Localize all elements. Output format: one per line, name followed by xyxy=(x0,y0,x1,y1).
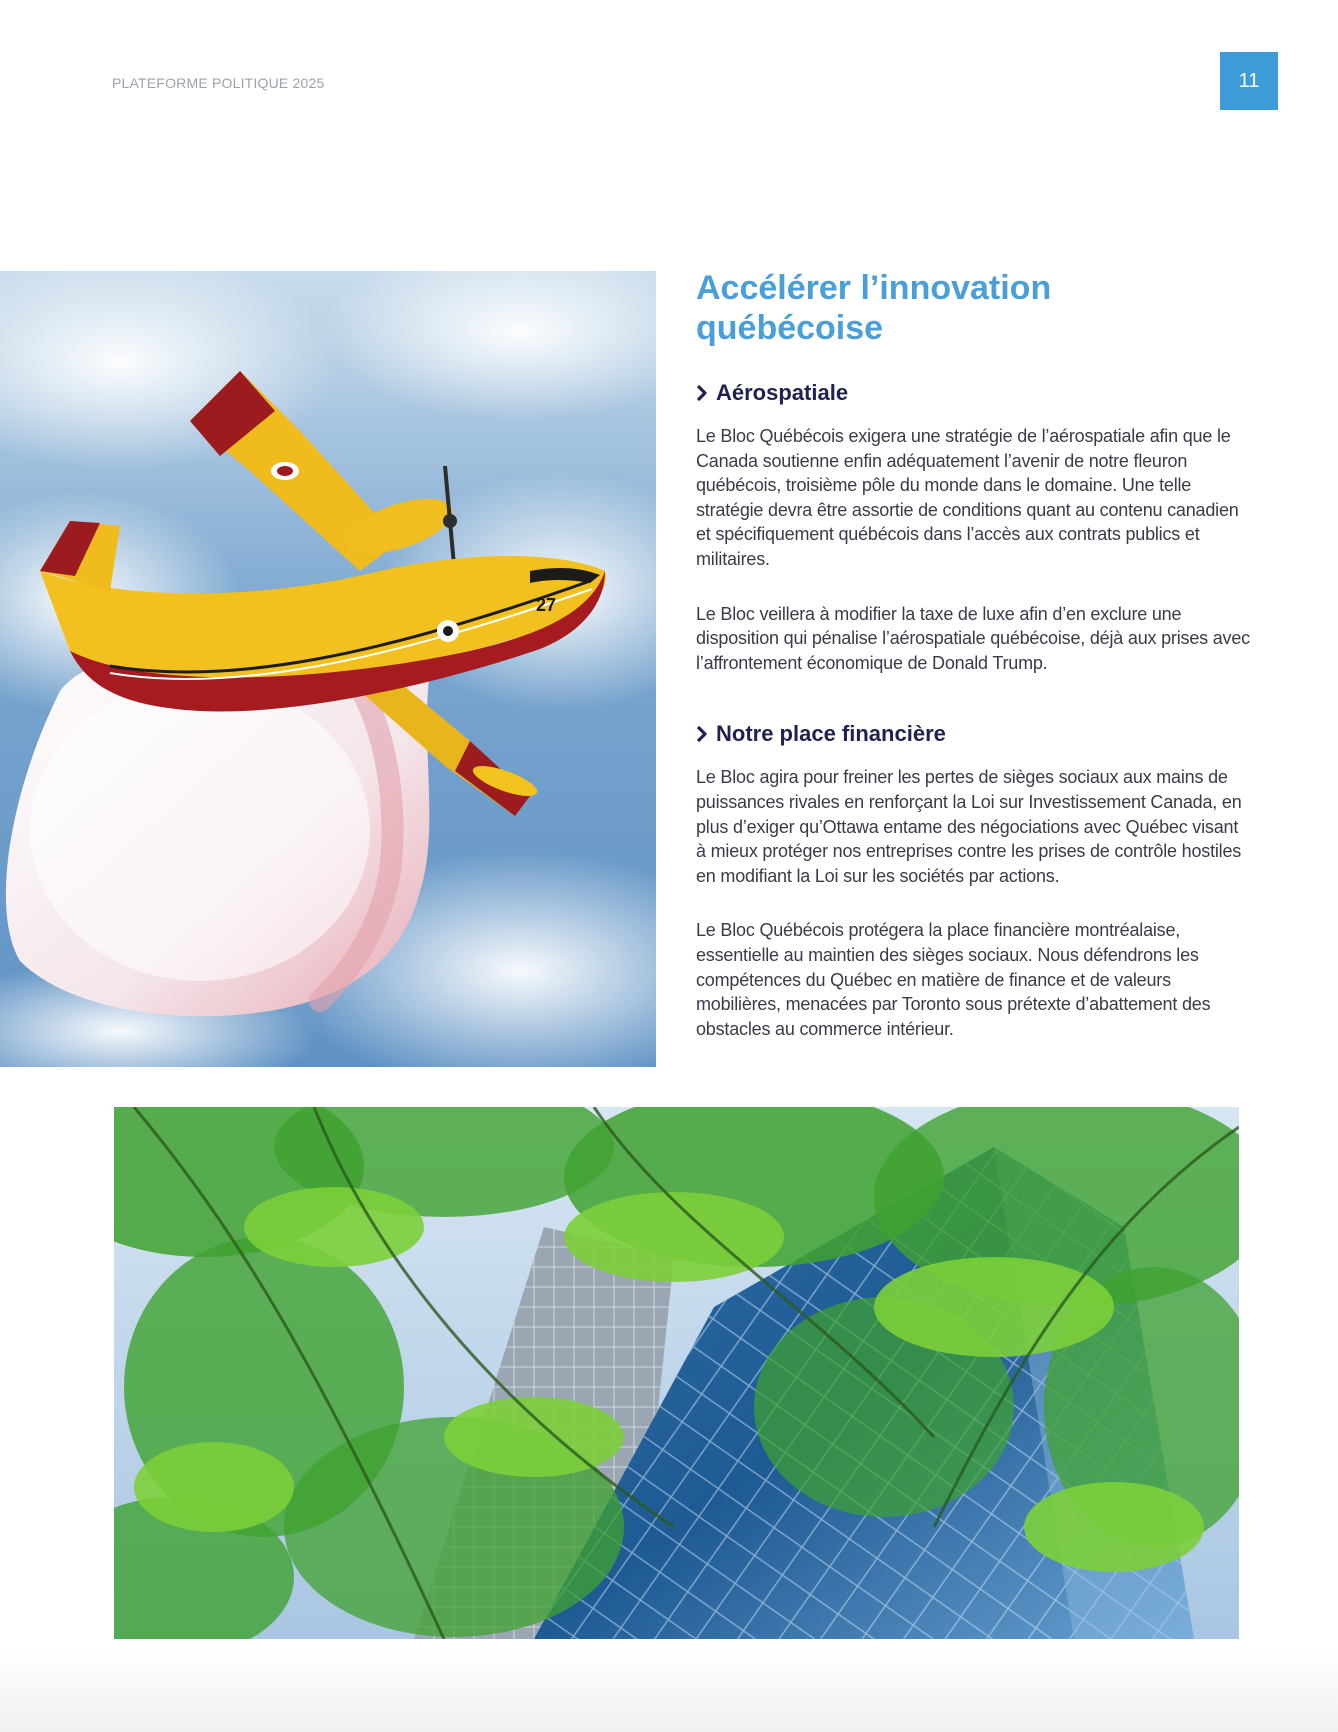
footer-shadow xyxy=(0,1648,1338,1732)
section-title xyxy=(696,268,1252,348)
chevron-right-icon xyxy=(696,385,708,401)
subheading-aerospatiale xyxy=(696,380,1252,406)
aerospatiale-paragraph-2: Le Bloc veillera à modifier la taxe de luxe afin d’en exclure une disposition qui pénalise l’aérospatiale québécoise, déjà aux prises avec l’affrontement économique de Donald Trump. xyxy=(696,603,1250,673)
aerospatiale-paragraph-1: Le Bloc Québécois exigera une stratégie de l’aérospatiale afin que le Canada soutienne enfin adéquatement l’avenir de notre fleuron québécois, troisième pôle du monde dans le domaine. Une telle stratégie devra être assortie de conditions quant au contenu canadien et spécifiquement québécois dans l’accès aux contrats publics et militaires. xyxy=(696,426,1239,569)
finance-paragraph-2: Le Bloc Québécois protégera la place financière montréalaise, essentielle au maintien des sièges sociaux. Nous défendrons les compétences du Québec en matière de finance et de valeurs mobilières, menacées par Toronto sous prétexte d’abattement des obstacles au commerce intérieur. xyxy=(696,920,1211,1039)
section-title-line1: Accélérer l’innovation xyxy=(696,269,1052,307)
section-title-line2: québécoise xyxy=(696,309,884,347)
plane-tail-number: 27 xyxy=(536,595,557,615)
page-number-badge: 11 xyxy=(1220,52,1278,110)
chevron-right-icon xyxy=(696,726,708,742)
content-column xyxy=(696,268,1252,1041)
subheading-place-financiere xyxy=(696,721,1252,747)
subheading-aerospatiale-label: Aérospatiale xyxy=(716,380,849,405)
running-header: PLATEFORME POLITIQUE 2025 xyxy=(112,75,325,91)
subheading-place-financiere-label: Notre place financière xyxy=(716,721,946,747)
finance-paragraph-1: Le Bloc agira pour freiner les pertes de sièges sociaux aux mains de puissances rivales en renforçant la Loi sur Investissement Canada, en plus d’exiger qu’Ottawa entame des négociations avec Québec visant à mieux protéger nos entreprises contre les prises de contrôle hostiles en modifiant la Loi sur les sociétés par actions. xyxy=(696,767,1242,886)
water-bomber-photo xyxy=(0,271,656,1067)
glass-tower-foliage-photo xyxy=(114,1107,1239,1639)
